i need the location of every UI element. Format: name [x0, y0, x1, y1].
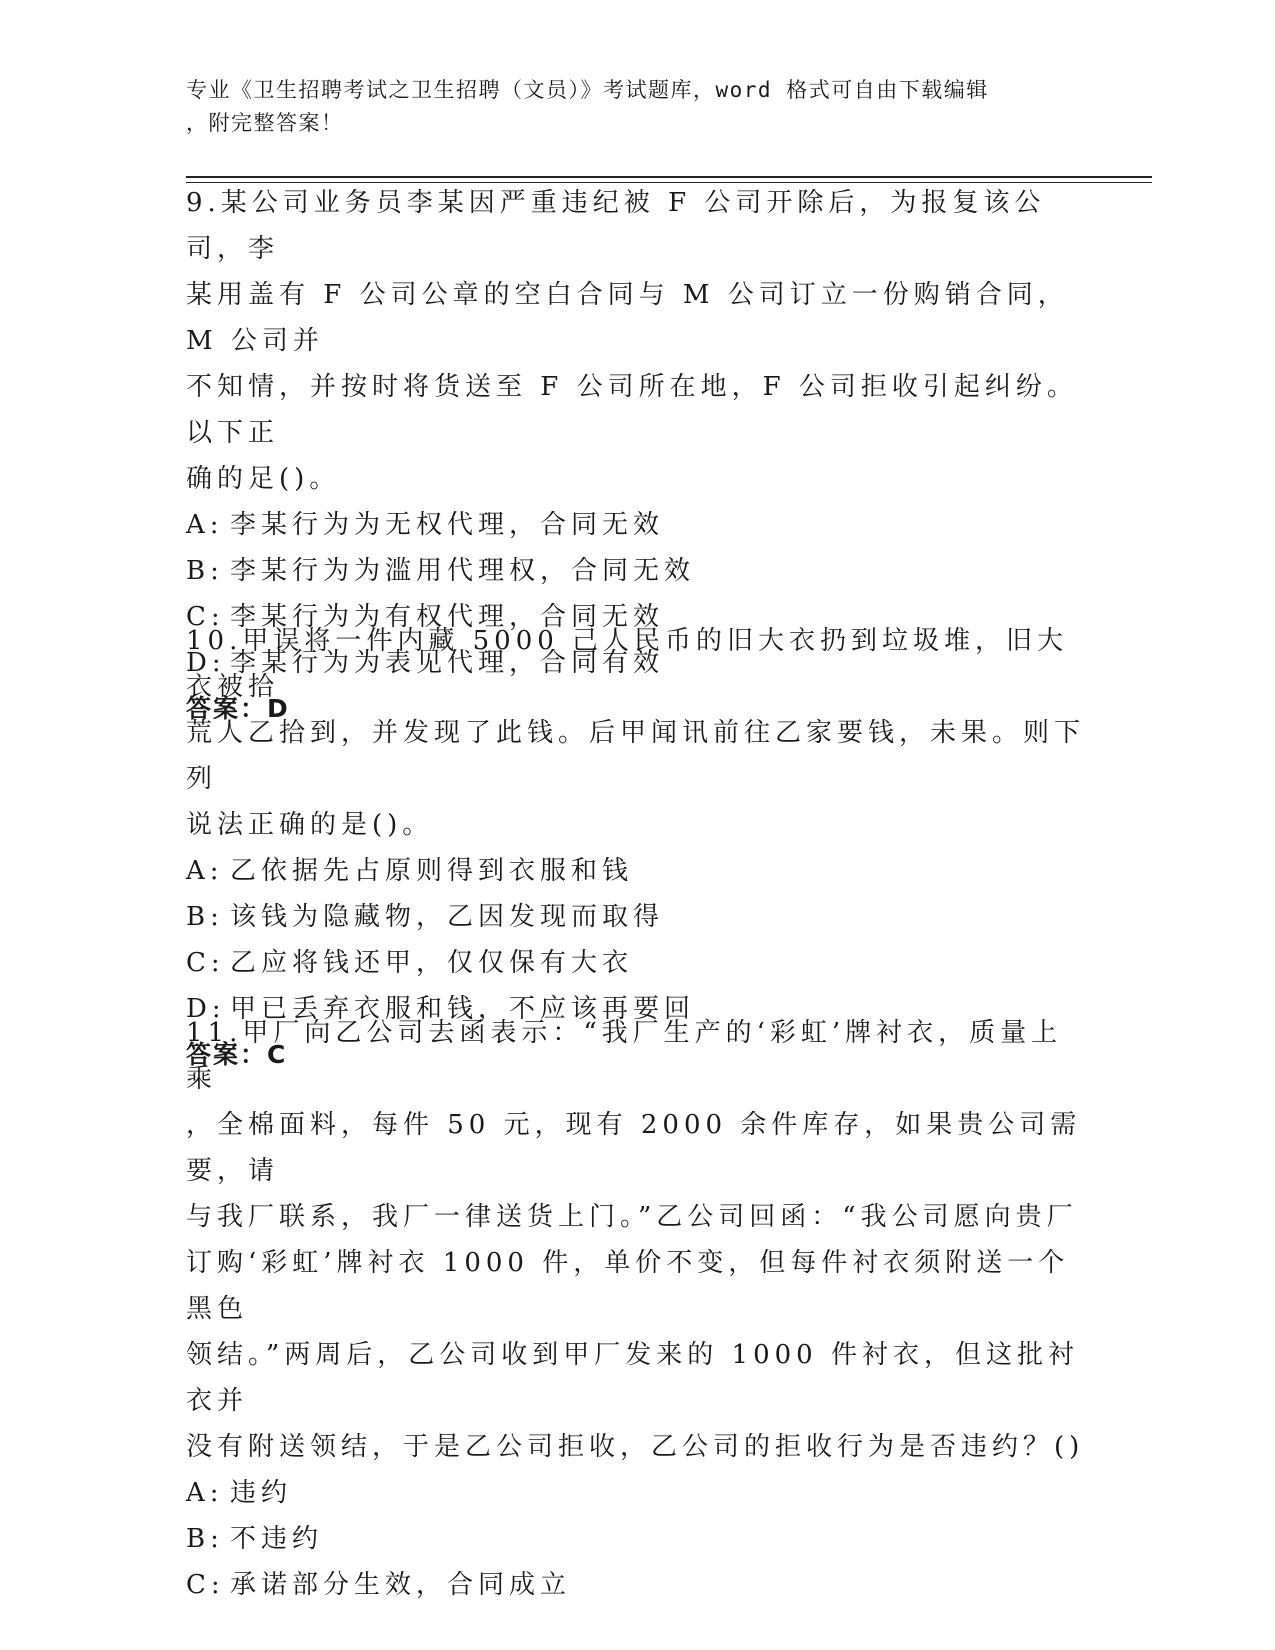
option-b — [186, 548, 1086, 594]
option-text: 该钱为隐藏物，乙因发现而取得 — [230, 902, 665, 932]
question-stem-line: 10.甲误将一件内藏 5000 己人民币的旧大衣扔到垃圾堆，旧大衣被拾 — [186, 626, 1069, 702]
option-letter: D: — [186, 994, 226, 1024]
option-letter: C: — [186, 948, 225, 978]
option-letter: A: — [186, 1478, 224, 1508]
question-stem-line: 与我厂联系，我厂一律送货上门。”乙公司回函：“我公司愿向贵厂 — [186, 1202, 1078, 1232]
option-letter: B: — [186, 1524, 224, 1554]
option-letter: B: — [186, 556, 224, 586]
header-line-2: ，附完整答案！ — [186, 111, 344, 135]
question-stem-line: 订购‘彩虹’牌衬衣 1000 件，单价不变，但每件衬衣须附送一个黑色 — [186, 1248, 1070, 1324]
option-letter: A: — [186, 856, 224, 886]
question-stem-line: 11.甲厂向乙公司去函表示：“我厂生产的‘彩虹’牌衬衣，质量上乘 — [186, 1018, 1063, 1094]
document-header — [186, 74, 1086, 140]
answer-label: 答案：D — [186, 694, 290, 723]
option-text: 乙依据先占原则得到衣服和钱 — [230, 856, 634, 886]
option-text: 甲已丢弃衣服和钱，不应该再要回 — [230, 994, 696, 1024]
question-stem-line: 荒人乙拾到，并发现了此钱。后甲闻讯前往乙家要钱，未果。则下列 — [186, 718, 1086, 794]
option-letter: B: — [186, 902, 224, 932]
option-b — [186, 1516, 1086, 1562]
question-stem-line: 不知情，并按时将货送至 F 公司所在地，F 公司拒收引起纠纷。以下正 — [186, 372, 1078, 448]
option-letter: C: — [186, 602, 225, 632]
option-a — [186, 848, 1086, 894]
question-stem-line: 确的足()。 — [186, 464, 341, 494]
option-c — [186, 1562, 1086, 1608]
option-text: 李某行为为有权代理，合同无效 — [230, 602, 665, 632]
option-text: 违约 — [230, 1478, 293, 1508]
option-letter: C: — [186, 1570, 225, 1600]
question-11 — [186, 1010, 1086, 1608]
question-stem-line: ，全棉面料，每件 50 元，现有 2000 余件库存，如果贵公司需要，请 — [186, 1110, 1082, 1186]
question-stem-line: 说法正确的是()。 — [186, 810, 434, 840]
option-letter: D: — [186, 648, 226, 678]
option-a — [186, 502, 1086, 548]
option-text: 乙应将钱还甲，仅仅保有大衣 — [230, 948, 634, 978]
question-stem-line: 某用盖有 F 公司公章的空白合同与 M 公司订立一份购销合同，M 公司并 — [186, 280, 1069, 356]
header-line-1: 专业《卫生招聘考试之卫生招聘（文员）》考试题库，word 格式可自由下载编辑 — [186, 78, 989, 102]
question-stem-line: 领结。”两周后，乙公司收到甲厂发来的 1000 件衬衣，但这批衬衣并 — [186, 1340, 1079, 1416]
option-text: 李某行为为滥用代理权，合同无效 — [230, 556, 696, 586]
option-a — [186, 1470, 1086, 1516]
option-text: 李某行为为表见代理，合同有效 — [230, 648, 665, 678]
option-letter: A: — [186, 510, 224, 540]
option-text: 李某行为为无权代理，合同无效 — [230, 510, 665, 540]
option-c — [186, 940, 1086, 986]
answer-label: 答案：C — [186, 1040, 288, 1069]
question-10 — [186, 618, 1086, 1078]
question-stem-line: 没有附送领结，于是乙公司拒收，乙公司的拒收行为是否违约？() — [186, 1432, 1085, 1462]
option-text: 承诺部分生效，合同成立 — [230, 1570, 572, 1600]
option-text: 不违约 — [230, 1524, 324, 1554]
question-stem-line: 9.某公司业务员李某因严重违纪被 F 公司开除后，为报复该公司，李 — [186, 188, 1046, 264]
option-b — [186, 894, 1086, 940]
